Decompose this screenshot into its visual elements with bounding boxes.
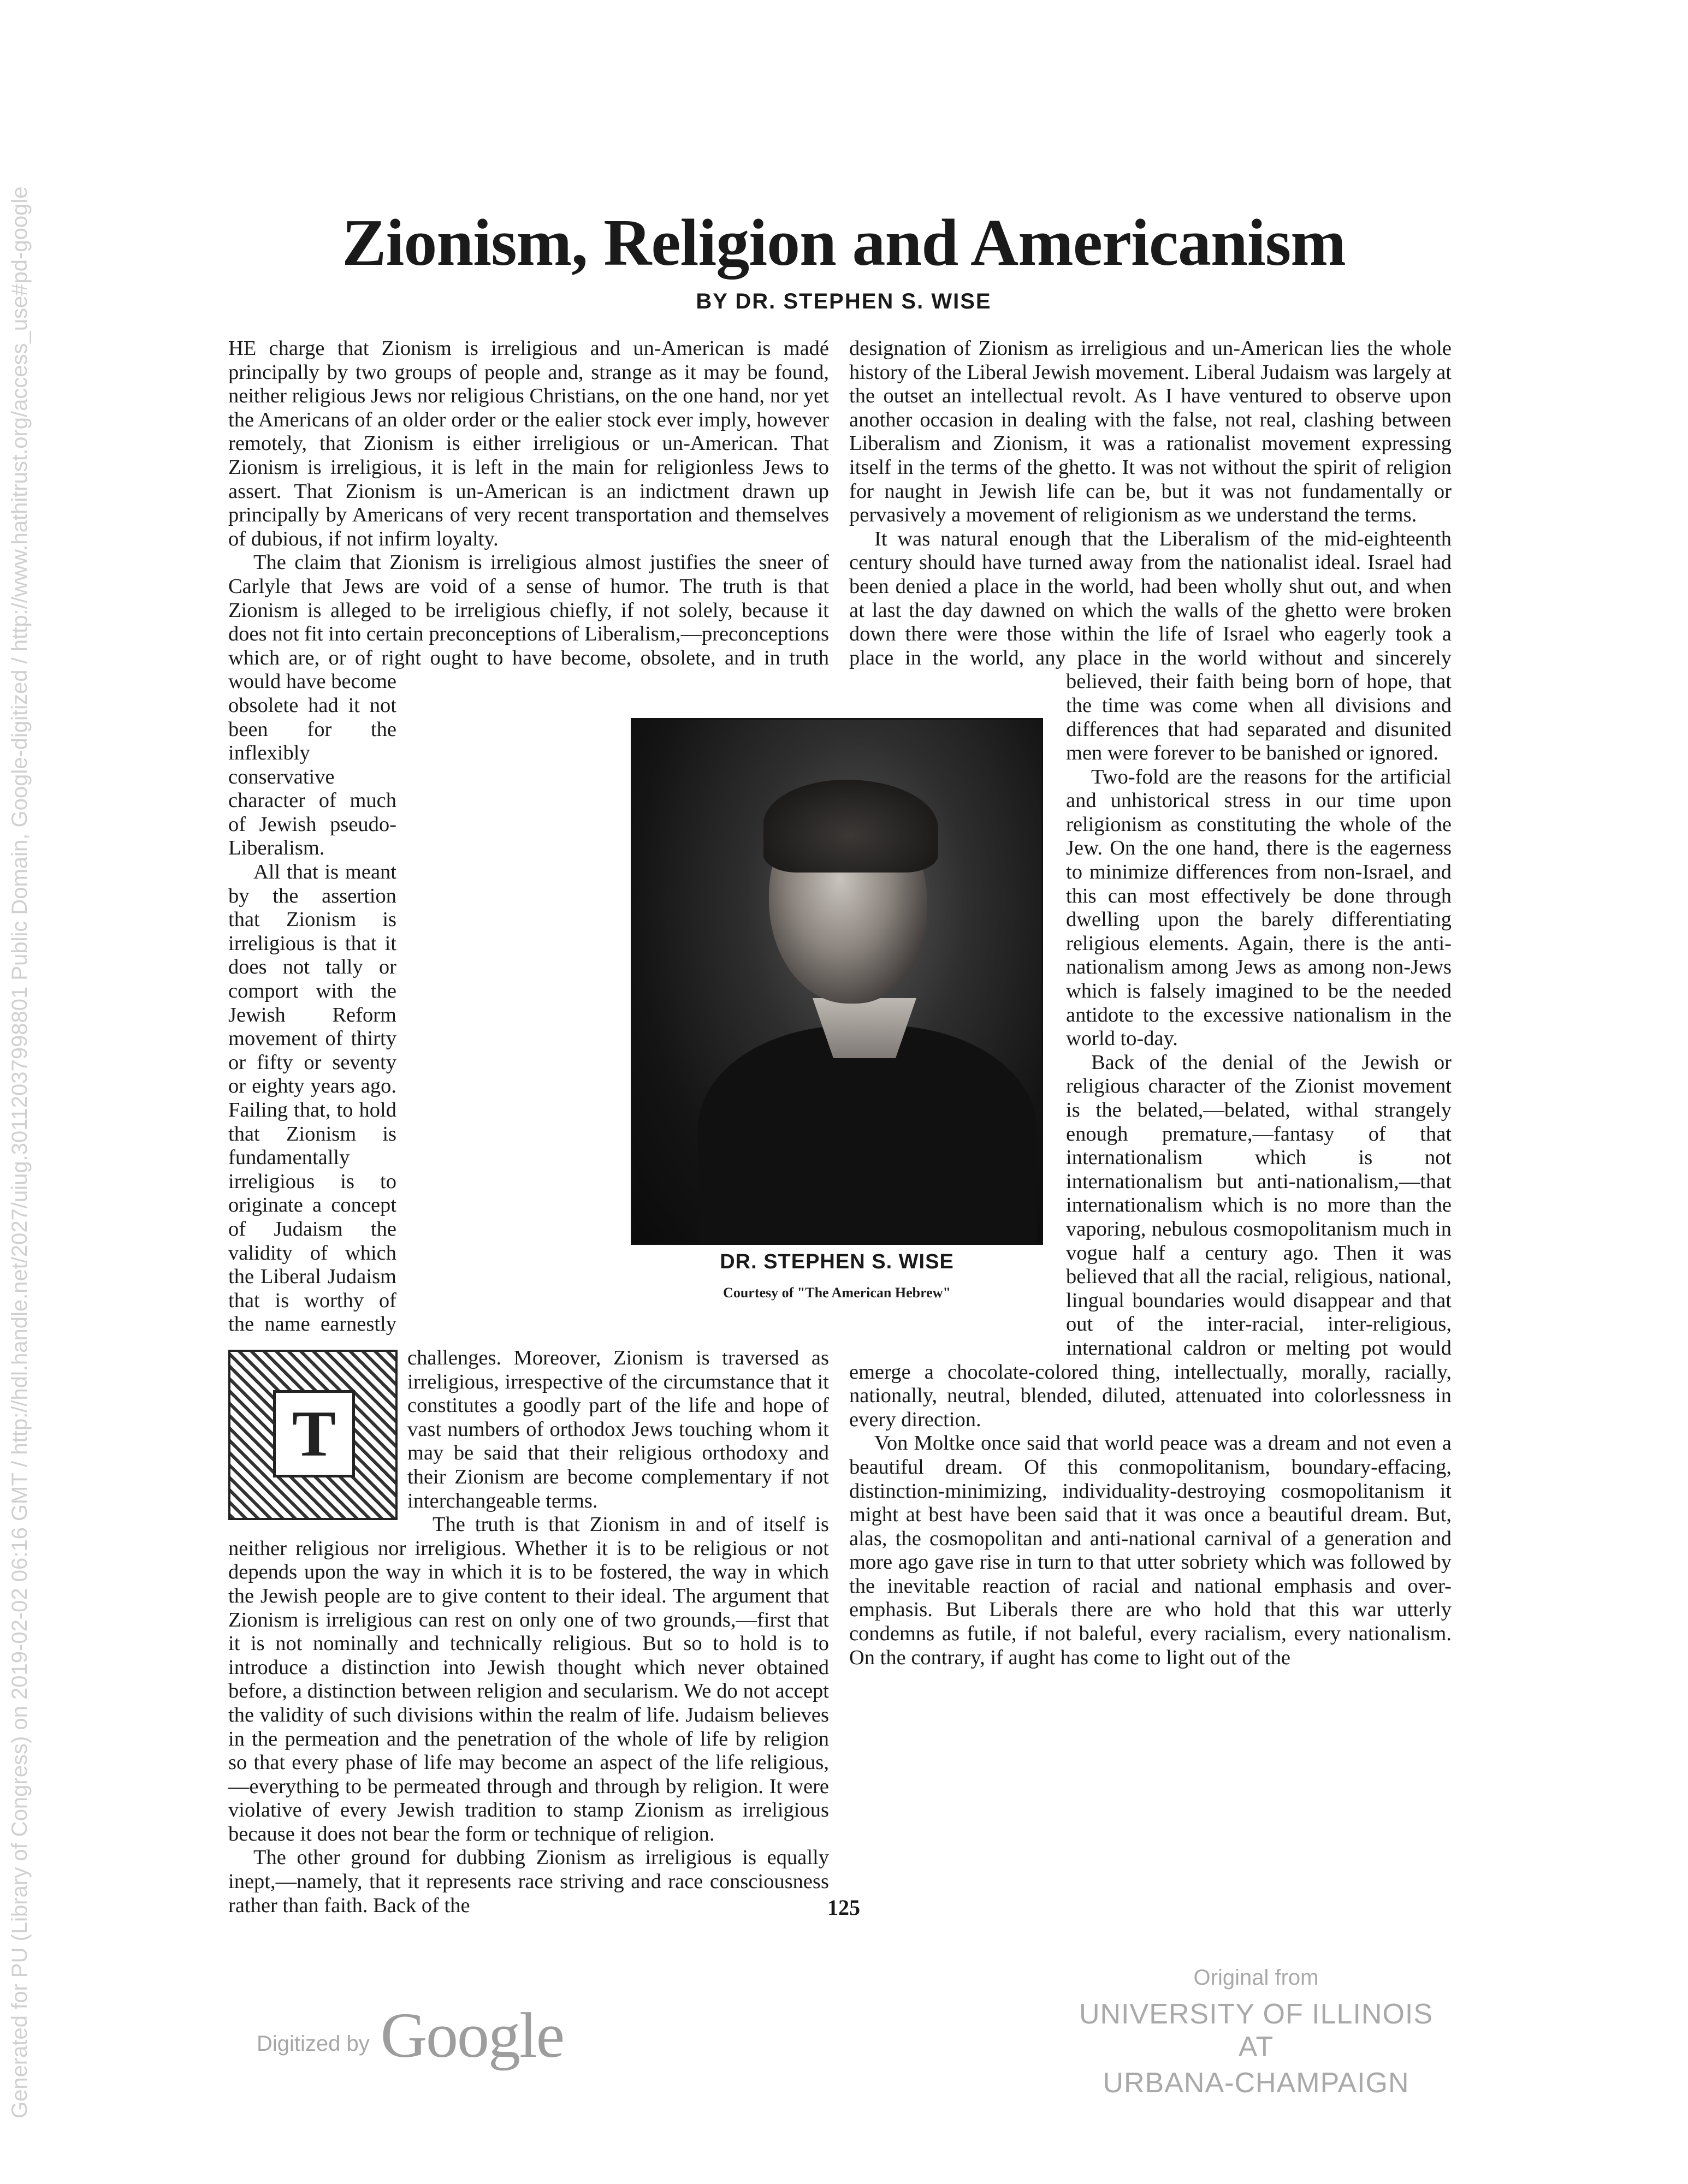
university-line-1: UNIVERSITY OF ILLINOIS AT: [1079, 1998, 1434, 2063]
original-from-block: [1065, 1966, 1447, 2099]
digitized-by-google: [257, 1998, 564, 2073]
paragraph: The claim that Zionism is irreligious almost justifies the sneer of Carlyle that Jews are void of a sense of humor. The truth is that Zionism is alleged to be irreligious chiefly, if not solely, because it does not fit into certain preconceptions of Liberalism,—preconceptions which are, or of right ought to have become, obsolete, and in truth would have become obsolete had it not been for the inflexibly conservative character of much of Jewish pseudo-Liberalism.: [228, 551, 829, 860]
original-from-label: Original from: [1193, 1966, 1319, 1990]
paragraph: The truth is that Zionism in and of itself is neither religious nor irreligious. Whether it is to be religious or not depends upon the way in which it is to be fostered, the way in which the Jewish people are to give content to their ideal. The argument that Zionism is irreligious can rest on only one of two grounds,—first that it is not nominally and technically religious. But so to hold is to introduce a distinction into Jewish thought which never obtained before, a distinction between religion and secularism. We do not accept the validity of such divisions within the realm of life. Judaism believes in the permeation and the penetration of the whole of life by religion so that every phase of life may become an aspect of the life religious,—everything to be permeated through and through by religion. It were violative of every Jewish tradition to stamp Zionism as irreligious because it does not bear the form or technique of religion.: [228, 1513, 829, 1845]
paragraph: HE charge that Zionism is irreligious and un-American is madé principally by two groups of people and, strange as it may be found, neither religious Jews nor religious Christians, on the one hand, nor yet the Americans of an older order or the ealier stock ever imply, however remotely, that Zionism is either irreligious or un-American. That Zionism is irreligious, it is left in the main for religionless Jews to assert. That Zionism is un-American is an indictment drawn up principally by Americans of very recent transportation and themselves of dubious, if not infirm loyalty.: [228, 337, 829, 550]
caption-credit: Courtesy of "The American Hebrew": [723, 1285, 951, 1301]
sidebar-watermark: Generated for PU (Library of Congress) on 2019-02-02 06:16 GMT / http://hdl.handle.net/2027/uiug.30112037998801 Public Domain, Google-digitized / http://www.hathitrust.org/access_use#pd-google: [8, 186, 32, 2118]
university-line-2: URBANA-CHAMPAIGN: [1103, 2067, 1409, 2099]
photo-caption: [631, 1250, 1043, 1301]
paragraph: Two-fold are the reasons for the artificial and unhistorical stress in our time upon religionism as constituting the whole of the Jew. On the one hand, there is the eagerness to minimize differences from non-Israel, and this can most effectively be done through dwelling upon the barely differentiating religious elements. Again, there is the anti-nationalism among Jews as among non-Jews which is falsely imagined to be the needed antidote to the excessive nationalism in the world to-day.: [1066, 765, 1452, 1051]
digitized-by-label: Digitized by: [257, 2031, 370, 2056]
portrait-photo: [631, 718, 1043, 1245]
dropcap-letter: T: [273, 1390, 355, 1477]
paragraph: All that is meant by the assertion that Zionism is irreligious is that it does not tally or comport with the Jewish Reform movement of thirty or fifty or seventy or eighty years ago. Failing that, to hold that Zionism is fundamentally irreligious is to originate a concept of Judaism the validity of which the Liberal Judaism that is worthy of the name earnestly challenges. Moreover, Zionism is traversed as irreligious, irrespective of the circumstance that it constitutes a goodly part of the life and hope of vast numbers of orthodox Jews touching whom it may be said that their religious orthodoxy and their Zionism are become complementary if not interchangeable terms.: [228, 860, 829, 1512]
paragraph: designation of Zionism as irreligious and un-American lies the whole history of the Liberal Jewish movement. Liberal Judaism was largely at the outset an intellectual revolt. As I have ventured to observe upon another occasion in dealing with the false, not real, clashing between Liberalism and Zionism, it was a rationalist movement expressing itself in the terms of the ghetto. It was not without the spirit of religion for naught in Jewish life can be, but it was not fundamentally or pervasively a movement of religionism as we understand the terms.: [849, 337, 1452, 527]
article-byline: BY DR. STEPHEN S. WISE: [696, 289, 992, 313]
google-logo: Google: [380, 1999, 564, 2071]
paragraph: It was natural enough that the Liberalism of the mid-eighteenth century should have turned away from the nationalist ideal. Israel had been denied a place in the world, had been wholly shut out, and when at last the day dawned on which the walls of the ghetto were broken down there were those within the life of Israel who eagerly took a place in the world, any place in the world without and sincerely believed, their faith being born of hope, that the time was come when all divisions and differences that had separated and disunited men were forever to be banished or ignored.: [849, 527, 1452, 765]
paragraph: Von Moltke once said that world peace was a dream and not even a beautiful dream. Of this conmopolitanism, boundary-effacing, distinction-minimizing, individuality-destroying cosmopolitanism it might at best have been said that it was once a beautiful dream. But, alas, the cosmopolitan and anti-national carnival of a generation and more ago gave rise in turn to that utter sobriety which was followed by the inevitable reaction of racial and national emphasis and over-emphasis. But Liberals there are who hold that this war utterly condemns as futile, if not baleful, every racialism, every nationalism. On the contrary, if aught has come to light out of the: [849, 1432, 1452, 1669]
article-title: Zionism, Religion and Americanism: [342, 206, 1346, 280]
paragraph: Back of the denial of the Jewish or religious character of the Zionist movement is the belated,—belated, withal strangely enough premature,—fantasy of that internationalism which is not internationalism but anti-nationalism,—that internationalism which is no more than the vaporing, nebulous cosmopolitanism much in vogue half a century ago. Then it was believed that all the racial, religious, national, lingual boundaries would disappear and that out of the inter-racial, inter-religious, international caldron or melting pot would emerge a chocolate-colored thing, intellectually, morally, racially, nationally, neutral, blended, diluted, attenuated into colorlessness in every direction.: [849, 1051, 1452, 1431]
caption-name: DR. STEPHEN S. WISE: [720, 1250, 954, 1273]
page-number: 125: [827, 1895, 860, 1920]
paragraph: The other ground for dubbing Zionism as irreligious is equally inept,—namely, that it represents race striving and race consciousness rather than faith. Back of the: [228, 1846, 829, 1917]
ornamental-dropcap-icon: [228, 1350, 398, 1520]
